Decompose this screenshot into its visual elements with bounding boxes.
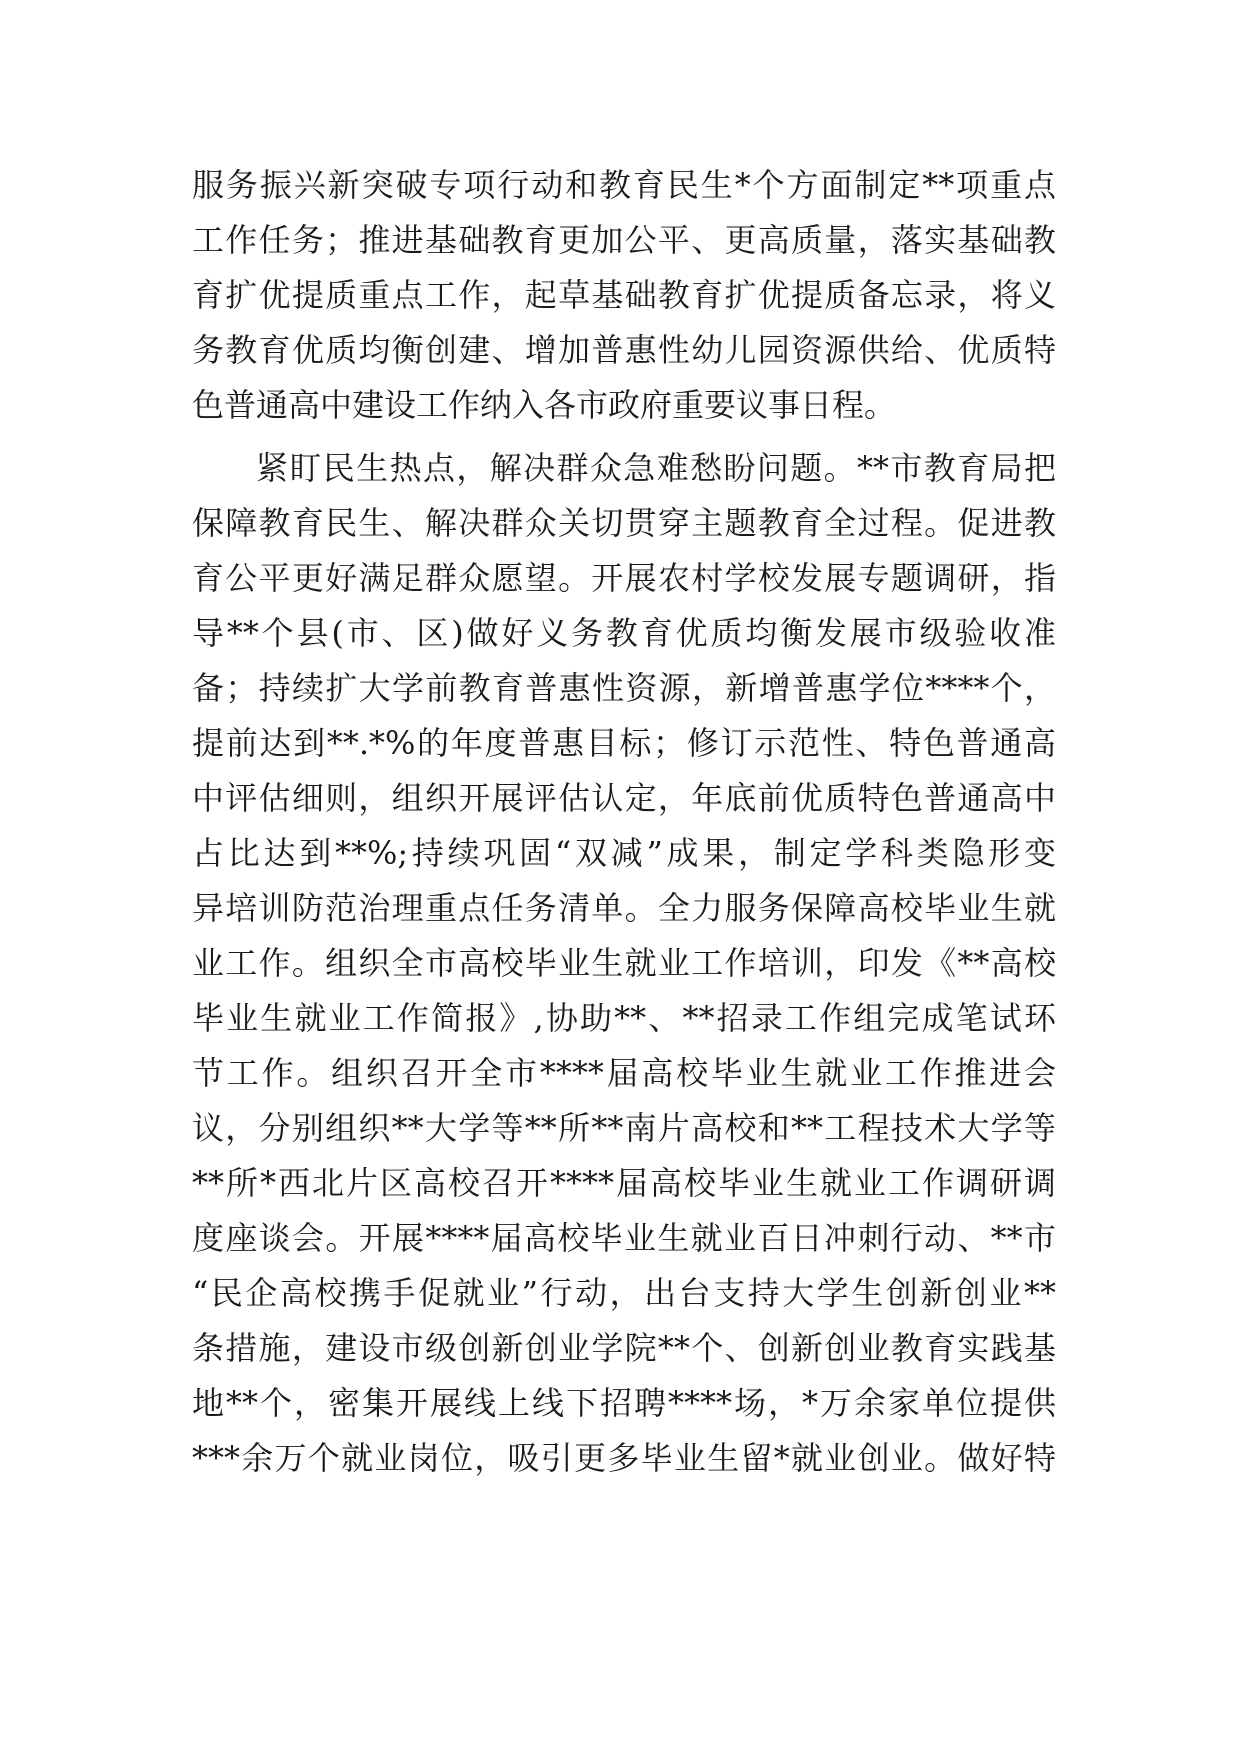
text-line: 地**个，密集开展线上线下招聘****场，*万余家单位提供 [192, 1384, 1056, 1422]
document-body [192, 158, 1056, 1486]
text-line: 条措施，建设市级创新创业学院**个、创新创业教育实践基 [192, 1329, 1056, 1367]
text-line: 提前达到**.*%的年度普惠目标；修订示范性、特色普通高 [192, 724, 1056, 762]
text-line: “民企高校携手促就业”行动，出台支持大学生创新创业** [192, 1274, 1056, 1312]
text-line: 节工作。组织召开全市****届高校毕业生就业工作推进会 [192, 1054, 1056, 1092]
text-line: 毕业生就业工作简报》,协助**、**招录工作组完成笔试环 [192, 999, 1056, 1037]
text-line: 导**个县(市、区)做好义务教育优质均衡发展市级验收准 [192, 614, 1056, 652]
text-line: **所*西北片区高校召开****届高校毕业生就业工作调研调 [192, 1164, 1056, 1202]
text-line: 业工作。组织全市高校毕业生就业工作培训，印发《**高校 [192, 944, 1056, 982]
text-line: 占比达到**%;持续巩固“双减”成果，制定学科类隐形变 [192, 834, 1056, 872]
text-line: 保障教育民生、解决群众关切贯穿主题教育全过程。促进教 [192, 504, 1056, 542]
text-line: 中评估细则，组织开展评估认定，年底前优质特色普通高中 [192, 779, 1056, 817]
paragraph-2 [192, 441, 1056, 1486]
paragraph-1 [192, 158, 1056, 433]
text-line: ***余万个就业岗位，吸引更多毕业生留*就业创业。做好特 [192, 1439, 1056, 1477]
text-line: 服务振兴新突破专项行动和教育民生*个方面制定**项重点 [192, 166, 1056, 204]
text-line: 议，分别组织**大学等**所**南片高校和**工程技术大学等 [192, 1109, 1056, 1147]
text-line: 备；持续扩大学前教育普惠性资源，新增普惠学位****个， [192, 669, 1056, 707]
text-line: 工作任务；推进基础教育更加公平、更高质量，落实基础教 [192, 221, 1056, 259]
text-line: 育公平更好满足群众愿望。开展农村学校发展专题调研，指 [192, 559, 1056, 597]
text-line: 色普通高中建设工作纳入各市政府重要议事日程。 [192, 386, 897, 424]
text-line: 度座谈会。开展****届高校毕业生就业百日冲刺行动、**市 [192, 1219, 1056, 1257]
text-line: 育扩优提质重点工作，起草基础教育扩优提质备忘录，将义 [192, 276, 1056, 314]
text-line: 紧盯民生热点，解决群众急难愁盼问题。**市教育局把 [256, 449, 1056, 487]
text-line: 异培训防范治理重点任务清单。全力服务保障高校毕业生就 [192, 889, 1056, 927]
paragraph-gap [192, 433, 1056, 441]
text-line: 务教育优质均衡创建、增加普惠性幼儿园资源供给、优质特 [192, 331, 1056, 369]
